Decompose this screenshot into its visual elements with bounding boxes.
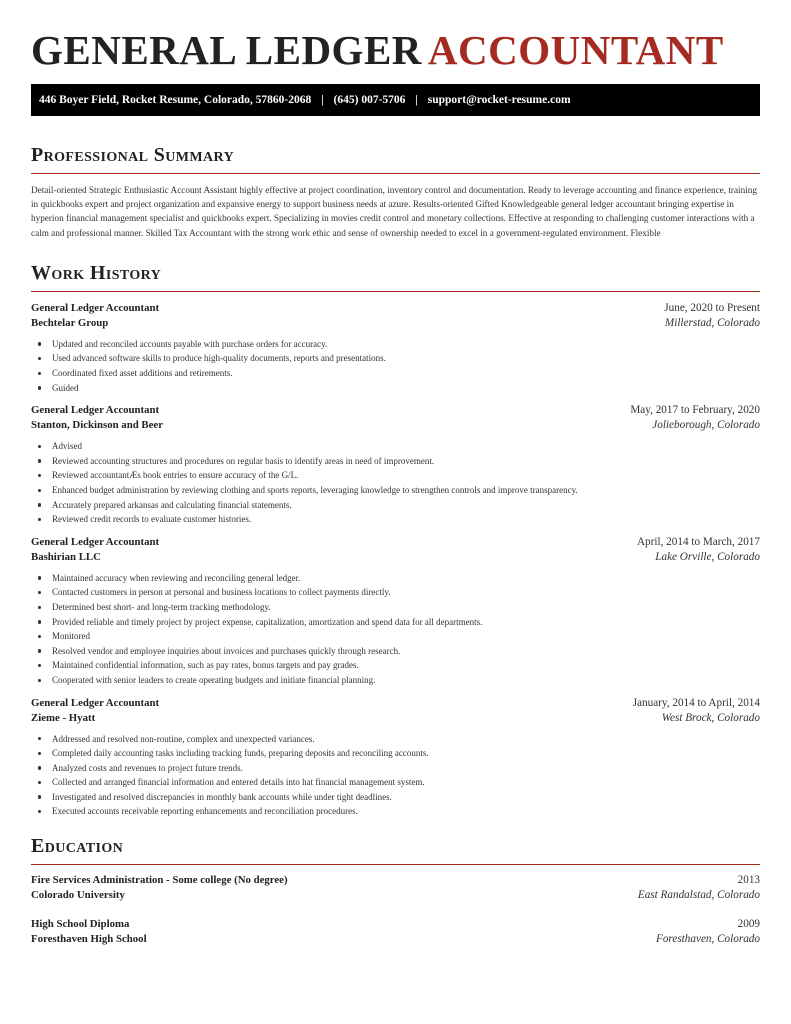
section-divider [31, 864, 760, 865]
job-bullet: Advised [38, 439, 760, 454]
job-title: General Ledger Accountant [31, 696, 160, 709]
contact-separator: | [321, 94, 324, 106]
education-entry [31, 874, 760, 901]
job-location: Millerstad, Colorado [664, 316, 760, 329]
education-year: 2009 [737, 918, 760, 931]
job-bullet: Collected and arranged financial information and entered details into hat financial management system. [38, 775, 760, 790]
job-entry [31, 404, 760, 527]
job-bullets [31, 571, 760, 688]
job-dates: June, 2020 to Present [664, 301, 760, 314]
education-degree: Fire Services Administration - Some college (No degree) [31, 874, 288, 887]
job-dates: January, 2014 to April, 2014 [632, 696, 760, 709]
education-entry [31, 918, 760, 945]
contact-phone: (645) 007-5706 [333, 94, 406, 106]
job-bullet: Guided [38, 381, 760, 396]
contact-address: 446 Boyer Field, Rocket Resume, Colorado, 57860-2068 [39, 94, 312, 106]
education-location: Foresthaven, Colorado [656, 933, 760, 946]
contact-email: support@rocket-resume.com [427, 94, 571, 106]
contact-bar [31, 84, 760, 116]
job-bullets [31, 732, 760, 820]
job-entry [31, 536, 760, 688]
name-last: ACCOUNTANT [427, 27, 724, 73]
job-bullet: Maintained confidential information, such as pay rates, bonus targets and pay grades. [38, 658, 760, 673]
education-degree: High School Diploma [31, 918, 130, 931]
education-school-row [31, 933, 760, 945]
section-divider [31, 173, 760, 174]
job-entry [31, 302, 760, 395]
education-header-row [31, 918, 760, 930]
job-bullet: Completed daily accounting tasks including tracking funds, preparing deposits and reconciling accounts. [38, 746, 760, 761]
job-bullet: Cooperated with senior leaders to create operating budgets and initiate financial planning. [38, 673, 760, 688]
job-bullet: Reviewed credit records to evaluate customer histories. [38, 512, 760, 527]
job-bullet: Analyzed costs and revenues to project future trends. [38, 761, 760, 776]
contact-separator: | [415, 94, 418, 106]
job-title: General Ledger Accountant [31, 535, 160, 548]
job-bullet: Reviewed accountantÆs book entries to ensure accuracy of the G/L. [38, 468, 760, 483]
summary-title: Professional Summary [31, 144, 235, 166]
job-bullet: Provided reliable and timely project by project expense, capitalization, amortization and spend data for all departments. [38, 615, 760, 630]
education-school-row [31, 889, 760, 901]
job-bullet: Coordinated fixed asset additions and retirements. [38, 366, 760, 381]
job-bullet: Executed accounts receivable reporting enhancements and reconciliation procedures. [38, 804, 760, 819]
job-bullet: Accurately prepared arkansas and calculating financial statements. [38, 498, 760, 513]
job-title: General Ledger Accountant [31, 404, 160, 417]
job-company: Stanton, Dickinson and Beer [31, 419, 163, 432]
job-bullet: Resolved vendor and employee inquiries about invoices and purchases quickly through research. [38, 644, 760, 659]
job-company-row [31, 551, 760, 563]
job-bullet: Monitored [38, 629, 760, 644]
job-bullet: Determined best short- and long-term tracking methodology. [38, 600, 760, 615]
job-bullet: Used advanced software skills to produce high-quality documents, reports and presentations. [38, 351, 760, 366]
education-header-row [31, 874, 760, 886]
job-bullet: Maintained accuracy when reviewing and reconciling general ledger. [38, 571, 760, 586]
job-list [31, 302, 760, 819]
job-bullet: Contacted customers in person at personal and business locations to collect payments directly. [38, 585, 760, 600]
resume-name [31, 0, 760, 74]
job-dates: April, 2014 to March, 2017 [636, 535, 760, 548]
job-company-row [31, 419, 760, 431]
job-dates: May, 2017 to February, 2020 [630, 404, 760, 417]
job-header-row [31, 302, 760, 314]
job-bullets [31, 439, 760, 527]
education-school: Foresthaven High School [31, 933, 147, 946]
job-company: Bechtelar Group [31, 316, 109, 329]
job-bullets [31, 337, 760, 395]
job-location: Jolieborough, Colorado [652, 419, 760, 432]
job-company-row [31, 712, 760, 724]
education-location: East Randalstad, Colorado [637, 889, 760, 902]
job-company: Zieme - Hyatt [31, 711, 96, 724]
education-title: Education [31, 835, 124, 858]
job-location: Lake Orville, Colorado [655, 550, 760, 563]
job-header-row [31, 536, 760, 548]
education-school: Colorado University [31, 889, 125, 902]
section-divider [31, 291, 760, 292]
job-title: General Ledger Accountant [31, 301, 160, 314]
job-company: Bashirian LLC [31, 550, 101, 563]
job-location: West Brock, Colorado [661, 711, 760, 724]
job-bullet: Updated and reconciled accounts payable with purchase orders for accuracy. [38, 337, 760, 352]
summary-text: Detail-oriented Strategic Enthusiastic Account Assistant highly effective at project coordination, inventory control and documentation. Ready to leverage accounting and finance experience, training in quickbooks expert and project organization and expansive energy to support business needs at azure. Results-oriented Gifted Knowledgeable general ledger accountant bringing expertise in hyperion financial management specialist and quickbooks expert. Specializing in movies credit control and monetary collections. Effective at responding to challenging customer interactions with a calm and professional manner. Skilled Tax Accountant with the strong work ethic and sense of ownership needed to excel in a government-regulated environment. Flexible [31, 185, 757, 238]
job-header-row [31, 404, 760, 416]
job-bullet: Investigated and resolved discrepancies in monthly bank accounts while under tight deadlines. [38, 790, 760, 805]
job-bullet: Addressed and resolved non-routine, complex and unexpected variances. [38, 732, 760, 747]
job-bullet: Enhanced budget administration by reviewing clothing and sports reports, leveraging knowledge to strengthen controls and improve transparency. [38, 483, 760, 498]
education-list [31, 874, 760, 945]
job-company-row [31, 317, 760, 329]
work-history-title: Work History [31, 261, 162, 284]
education-year: 2013 [737, 874, 760, 887]
job-bullet: Reviewed accounting structures and procedures on regular basis to identify areas in need of improvement. [38, 454, 760, 469]
job-entry [31, 697, 760, 820]
name-first: GENERAL LEDGER [31, 27, 422, 73]
job-header-row [31, 697, 760, 709]
